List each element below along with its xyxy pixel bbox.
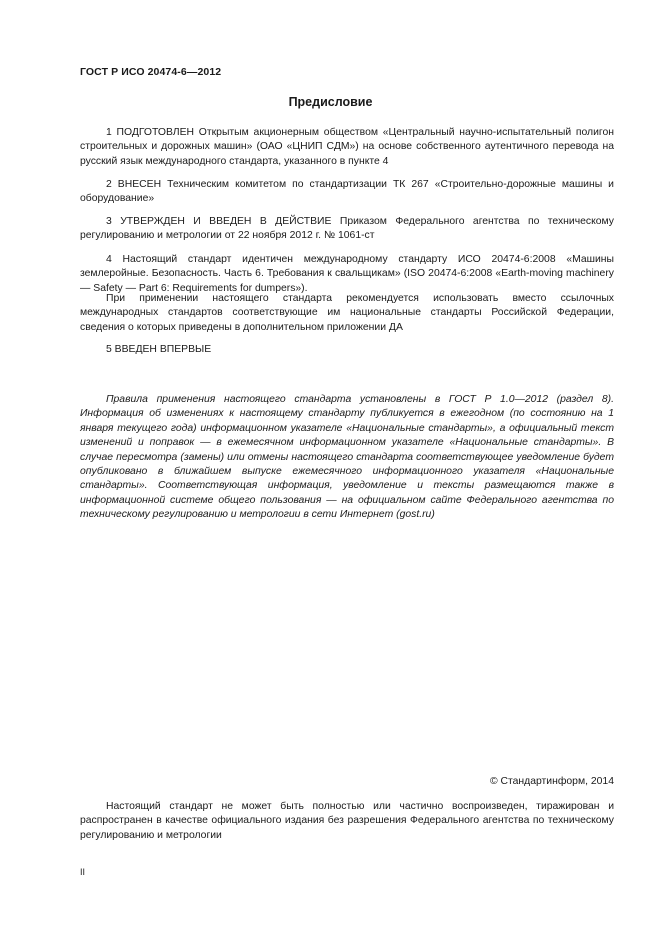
paragraph-5: 5 ВВЕДЕН ВПЕРВЫЕ bbox=[106, 344, 212, 355]
copyright-line: © Стандартинформ, 2014 bbox=[489, 776, 614, 787]
reproduction-notice: Настоящий стандарт не может быть полностью или частично воспроизведен, тиражирован и распространен в качестве официального издания без разрешения Федерального агентства по техническому регулированию и метрологии bbox=[80, 801, 614, 841]
page-number: II bbox=[80, 867, 86, 877]
paragraph-4: 4 Настоящий стандарт идентичен международному стандарту ИСО 20474-6:2008 «Машины землеройные. Безопасность. Часть 6. Требования к свальщикам» (ISO 20474-6:2008 «Earth-moving machinery — Safety — Part 6: Requirements for dumpers»). bbox=[80, 254, 614, 294]
paragraph-4-note: При применении настоящего стандарта рекомендуется использовать вместо ссылочных международных стандартов соответствующие им национальные стандарты Российской Федерации, сведения о которых приведены в дополнительном приложении ДА bbox=[80, 293, 614, 333]
application-rules-paragraph: Правила применения настоящего стандарта установлены в ГОСТ Р 1.0—2012 (раздел 8). Информация об изменениях к настоящему стандарту публикуется в ежегодном (по состоянию на 1 января текущего года) информационном указателе «Национальные стандарты», а официальный текст изменений и поправок — в ежемесячном информационном указателе «Национальные стандарты». В случае пересмотра (замены) или отмены настоящего стандарта соответствующее уведомление будет опубликовано в ближайшем выпуске ежемесячного информационного указателя «Национальные стандарты». Соответствующая информация, уведомление и тексты размещаются также в информационной системе общего пользования — на официальном сайте Федерального агентства по техническому регулированию и метрологии в сети Интернет (gost.ru) bbox=[80, 394, 614, 521]
paragraph-1: 1 ПОДГОТОВЛЕН Открытым акционерным обществом «Центральный научно-испытательный полигон строительных и дорожных машин» (ОАО «ЦНИП СДМ») на основе собственного аутентичного перевода на русский язык международного стандарта, указанного в пункте 4 bbox=[80, 127, 614, 167]
page-title: Предисловие bbox=[288, 95, 373, 109]
paragraph-2: 2 ВНЕСЕН Техническим комитетом по стандартизации ТК 267 «Строительно-дорожные машины и оборудование» bbox=[80, 179, 614, 205]
document-header: ГОСТ Р ИСО 20474-6—2012 bbox=[80, 66, 222, 78]
paragraph-3: 3 УТВЕРЖДЕН И ВВЕДЕН В ДЕЙСТВИЕ Приказом Федерального агентства по техническому регулированию и метрологии от 22 ноября 2012 г. № 1061-ст bbox=[80, 216, 614, 242]
